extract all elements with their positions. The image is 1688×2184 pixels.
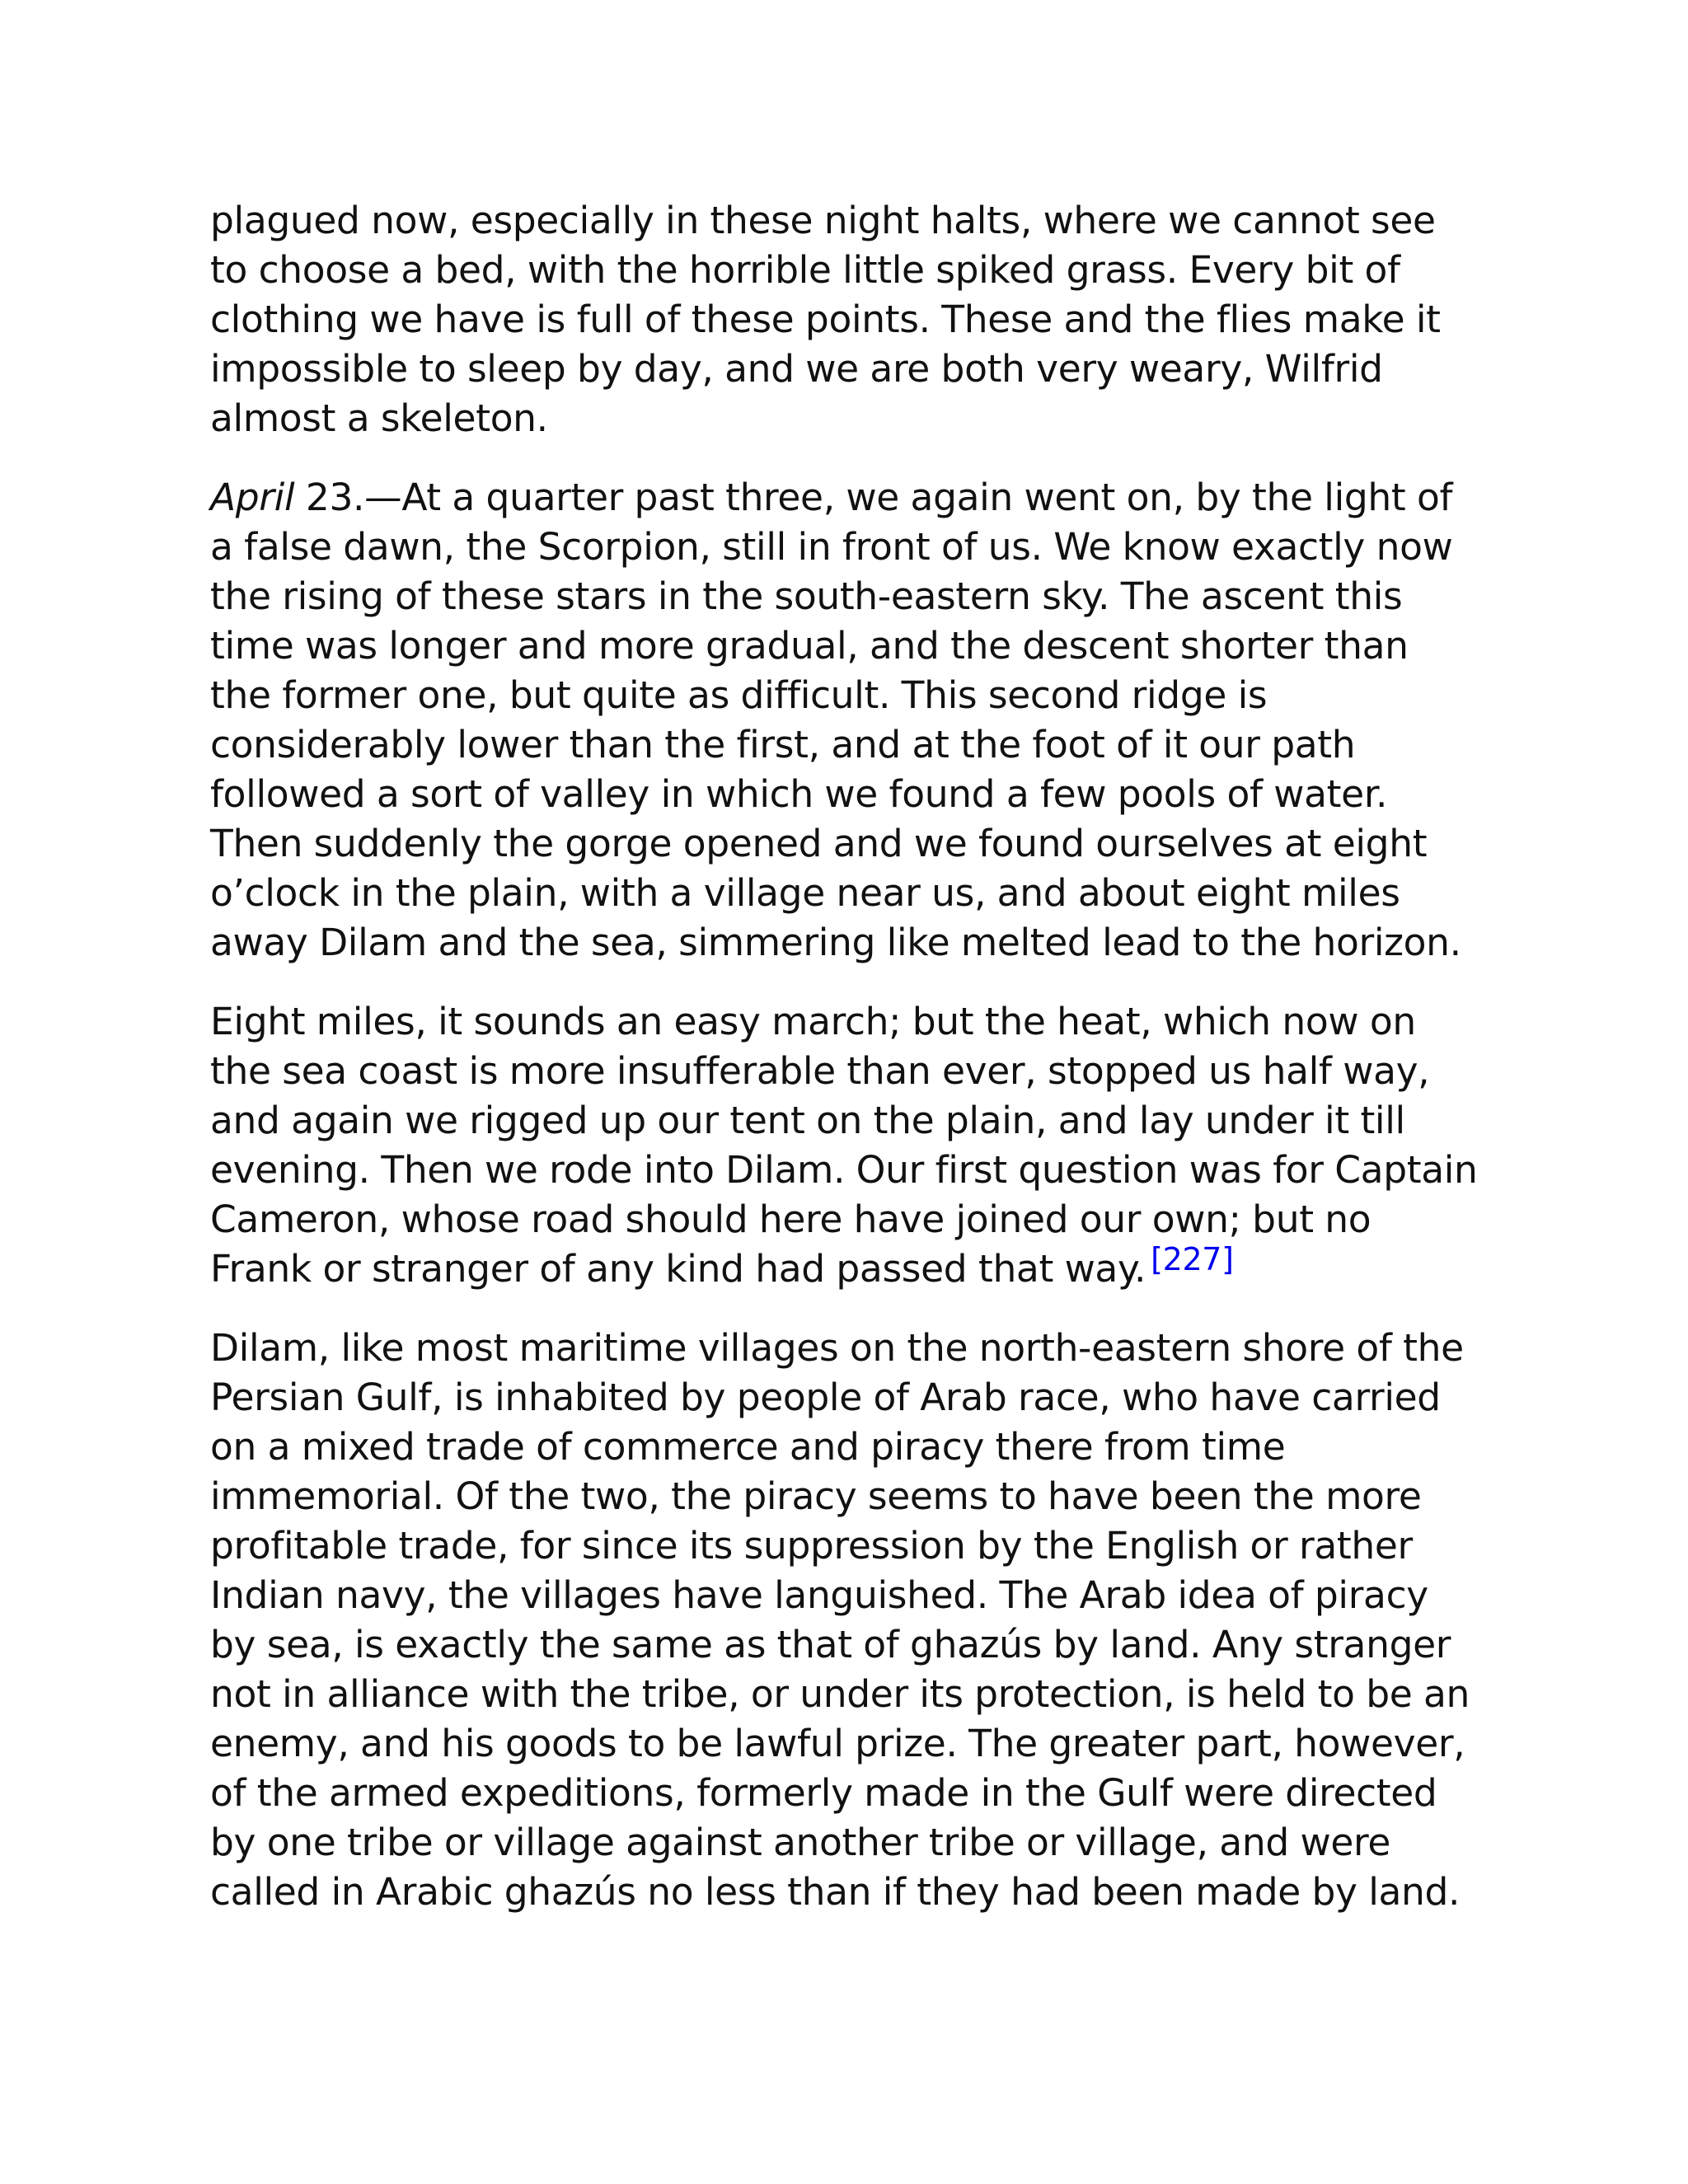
page-number-link[interactable]: [227] [1151,1241,1234,1277]
paragraph-3-text: Eight miles, it sounds an easy march; but the heat, which now on the sea coast is more insufferable than ever, stopped us half way, and again we rigged up our tent on the plain, and lay under it till evening. Then we rode into Dilam. Our first question was for Captain Cameron, whose road should here have joined our own; but no Frank or stranger of any kind had passed that way. [210,1000,1478,1291]
paragraph-2-text: 23.—At a quarter past three, we again went on, by the light of a false dawn, the Scorpion, still in front of us. We know exactly now the rising of these stars in the south-eastern sky. The ascent this time was longer and more gradual, and the descent shorter than the former one, but quite as difficult. This second ridge is considerably lower than the first, and at the foot of it our path followed a sort of valley in which we found a few pools of water. Then suddenly the gorge opened and we found ourselves at eight o’clock in the plain, with a village near us, and about eight miles away Dilam and the sea, simmering like melted lead to the horizon. [210,476,1461,964]
paragraph-2 [210,473,1479,968]
paragraph-1-text: plagued now, especially in these night halts, where we cannot see to choose a bed, with the horrible little spiked grass. Every bit of clothing we have is full of these points. These and the flies make it impossible to sleep by day, and we are both very weary, Wilfrid almost a skeleton. [210,199,1441,440]
diary-date-month: April [210,476,295,519]
paragraph-1 [210,196,1479,443]
document-page [210,196,1479,1947]
paragraph-3 [210,997,1479,1294]
paragraph-4 [210,1324,1479,1917]
paragraph-4-text: Dilam, like most maritime villages on the north-eastern shore of the Persian Gulf, is inhabited by people of Arab race, who have carried on a mixed trade of commerce and piracy there from time immemorial. Of the two, the piracy seems to have been the more profitable trade, for since its suppression by the English or rather Indian navy, the villages have languished. The Arab idea of piracy by sea, is exactly the same as that of ghazús by land. Any stranger not in alliance with the tribe, or under its protection, is held to be an enemy, and his goods to be lawful prize. The greater part, however, of the armed expeditions, formerly made in the Gulf were directed by one tribe or village against another tribe or village, and were called in Arabic ghazús no less than if they had been made by land. [210,1326,1470,1914]
